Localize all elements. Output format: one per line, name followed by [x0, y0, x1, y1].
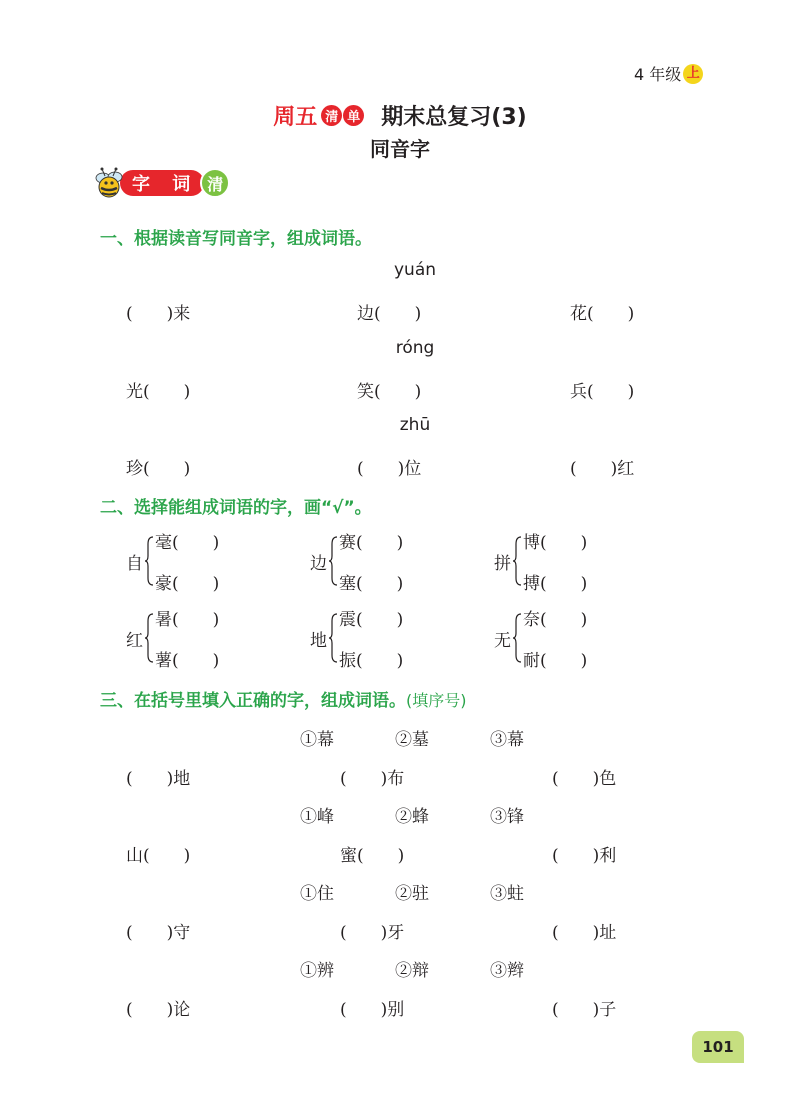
choice-option: 毫( ) [155, 533, 220, 553]
choice-group [126, 528, 219, 594]
page-title [0, 100, 800, 131]
fill-item: 蜜( ) [340, 846, 405, 866]
choice-group [494, 528, 587, 594]
choice-option: 赛( ) [339, 533, 404, 553]
choice-base-char: 自 [126, 553, 143, 574]
qingdan-char: 单 [343, 105, 364, 126]
option-label: ③锋 [490, 807, 524, 827]
choice-group [310, 528, 403, 594]
banner-label: 字 词 [120, 170, 204, 196]
fill-item: 光( ) [126, 382, 191, 402]
option-label: ②驻 [395, 884, 429, 904]
choice-base-char: 地 [310, 630, 327, 651]
section-2-title: 二、选择能组成词语的字，画“√”。 [100, 498, 372, 518]
choice-group [494, 605, 587, 671]
brace-icon [144, 536, 154, 586]
option-label: ②蜂 [395, 807, 429, 827]
fill-item: ( )论 [126, 1000, 191, 1020]
choice-base-char: 红 [126, 630, 143, 651]
fill-item: 边( ) [357, 304, 422, 324]
option-label: ③蛀 [490, 884, 524, 904]
fill-item: ( )守 [126, 923, 191, 943]
option-label: ①住 [300, 884, 334, 904]
choice-option: 塞( ) [339, 574, 404, 594]
choice-option: 耐( ) [523, 651, 588, 671]
fill-item: 笑( ) [357, 382, 422, 402]
fill-item: ( )地 [126, 769, 191, 789]
choice-base-char: 无 [494, 630, 511, 651]
subtitle: 同音字 [370, 137, 430, 161]
section-3-hint: (填序号) [406, 691, 467, 710]
fill-item: ( )来 [126, 304, 191, 324]
fill-item: ( )址 [552, 923, 617, 943]
section-3-title [100, 686, 467, 711]
brace-icon [144, 613, 154, 663]
fill-item: 珍( ) [126, 459, 191, 479]
grade-badge: 上 [683, 64, 703, 84]
brace-icon [512, 613, 522, 663]
choice-base-char: 边 [310, 553, 327, 574]
option-label: ③辫 [490, 961, 524, 981]
brace-icon [328, 536, 338, 586]
fill-item: 兵( ) [570, 382, 635, 402]
option-label: ①峰 [300, 807, 334, 827]
pinyin: zhū [399, 415, 431, 435]
option-label: ②墓 [395, 730, 429, 750]
bee-icon [92, 166, 126, 200]
fill-item: 花( ) [570, 304, 635, 324]
grade-label [634, 62, 703, 85]
fill-item: ( )位 [357, 459, 422, 479]
option-label: ③幕 [490, 730, 524, 750]
qingdan-badge [321, 105, 365, 126]
fill-item: ( )牙 [340, 923, 405, 943]
choice-group [310, 605, 403, 671]
pinyin: róng [395, 338, 435, 358]
fill-item: ( )布 [340, 769, 405, 789]
section-banner [92, 166, 230, 200]
fill-item: ( )子 [552, 1000, 617, 1020]
fill-item: ( )红 [570, 459, 635, 479]
option-label: ①幕 [300, 730, 334, 750]
main-title: 期末总复习(3) [381, 105, 527, 130]
choice-option: 震( ) [339, 610, 404, 630]
day-label: 周五 [273, 105, 318, 130]
grade-text: 4 年级 [634, 65, 682, 84]
option-label: ②辩 [395, 961, 429, 981]
choice-option: 奈( ) [523, 610, 588, 630]
page-number: 101 [692, 1031, 744, 1063]
pinyin: yuán [393, 260, 437, 280]
brace-icon [512, 536, 522, 586]
section-1-title: 一、根据读音写同音字，组成词语。 [100, 229, 372, 249]
choice-base-char: 拼 [494, 553, 511, 574]
qingdan-char: 清 [321, 105, 342, 126]
fill-item: 山( ) [126, 846, 191, 866]
fill-item: ( )别 [340, 1000, 405, 1020]
choice-option: 博( ) [523, 533, 588, 553]
choice-option: 薯( ) [155, 651, 220, 671]
fill-item: ( )色 [552, 769, 617, 789]
banner-circle: 清 [200, 168, 230, 198]
option-label: ①辨 [300, 961, 334, 981]
choice-option: 搏( ) [523, 574, 588, 594]
choice-group [126, 605, 219, 671]
fill-item: ( )利 [552, 846, 617, 866]
brace-icon [328, 613, 338, 663]
section-3-title-text: 三、在括号里填入正确的字，组成词语。 [100, 691, 406, 711]
choice-option: 暑( ) [155, 610, 220, 630]
choice-option: 豪( ) [155, 574, 220, 594]
choice-option: 振( ) [339, 651, 404, 671]
